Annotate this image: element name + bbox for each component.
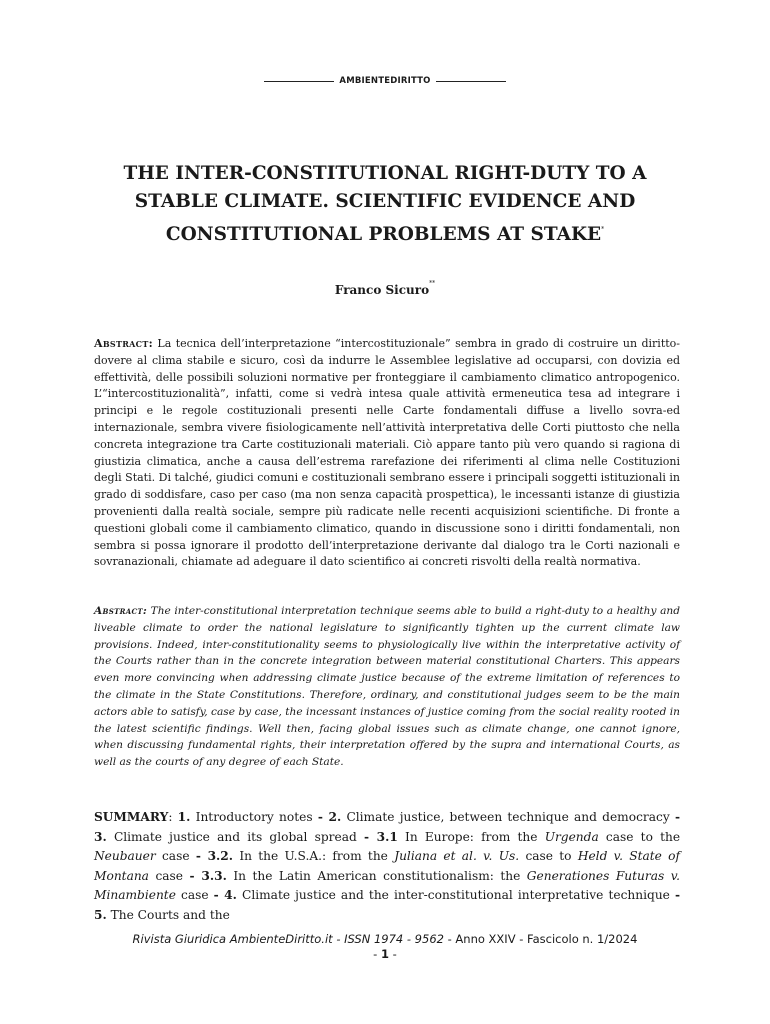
summary-section-3-1-text-c: case <box>161 849 190 863</box>
footer-page-number: - 1 - <box>373 947 397 961</box>
header-journal-tag: AMBIENTEDIRITTO <box>339 76 431 86</box>
summary-section-5-num: - 5. <box>94 888 681 922</box>
summary-case-neubauer: Neubauer <box>94 849 156 863</box>
abstract-italian-text: La tecnica dell’interpretazione “intercostituzionale” sembra in grado di costruire un diritto-dovere al clima stabile e sicuro, così da indurre le Assemblee legislative ad occuparsi, con dovizia ed effettività, delle possibili soluzioni normative per fronteggiare il cambiamento climatico antropogenico. L’“intercostituzionalità”, infatti, come si vedrà intesa quale attività ermeneutica tesa ad integrare i principi e le regole costituzionali presenti nelle Carte fondamentali diffuse a livello sovra-ed internazionale, sembra vivere fisiologicamente nell’attività interpretativa delle Corti piuttosto che nella concreta integrazione tra Carte costituzionali materiali. Ciò appare tanto più vero quando si ragiona di giustizia climatica, anche a causa dell’estrema rarefazione dei riferimenti al clima nelle Costituzioni degli Stati. Di talché, giudici comuni e costituzionali sembrano essere i principali soggetti istituzionali in grado di soddisfare, caso per caso (ma non senza capacità prospettica), le incessanti istanze di giustizia provenienti dalla realtà sociale, sempre più radicate nelle recenti acquisizioni scientifiche. Di fronte a questioni globali come il cambiamento climatico, quando in discussione sono i diritti fondamentali, non sembra si possa ignorare il prodotto dell’interpretazione derivante dal dialogo tra le Corti nazionali e sovranazionali, chiamate ad adeguare il dato scientifico ai concreti risvolti della realtà normativa. <box>94 337 680 569</box>
summary-section-3-1-text-a: In Europe: from the <box>405 829 538 844</box>
summary-section-4-num: - 4. <box>213 888 237 902</box>
summary-section-3-3-num: - 3.3. <box>189 868 227 883</box>
summary-section-3-2-text-c: case <box>155 868 183 883</box>
summary-section-3-2-text-b: case to <box>525 849 572 863</box>
summary-section-3-2-text-a: In the U.S.A.: from the <box>239 849 388 863</box>
author-footnote-mark: ** <box>429 280 436 287</box>
summary-section-3-num: - 3. <box>94 810 681 844</box>
summary-section-2-title: Climate justice, between technique and democracy <box>346 810 670 824</box>
summary-case-urgenda: Urgenda <box>544 829 599 844</box>
article-title <box>95 160 675 249</box>
abstract-english <box>94 603 680 771</box>
abstract-italian <box>94 336 680 571</box>
summary-section-1-title: Introductory notes <box>195 810 313 824</box>
title-footnote-mark: * <box>601 226 605 233</box>
summary-case-held: Held v. State of Montana <box>94 849 681 883</box>
abstract-italian-label: Abstract: <box>94 337 153 350</box>
summary-section-3-3-text-b: case <box>181 888 209 902</box>
abstract-english-label: Abstract: <box>94 605 148 617</box>
header-rule-right <box>436 81 506 82</box>
summary-case-generationes: Generationes Futuras v. Minambiente <box>94 868 681 902</box>
summary-section-3-title: Climate justice and its global spread <box>113 829 357 844</box>
footer-journal: Rivista Giuridica AmbienteDiritto.it - ISSN 1974 - 9562 <box>132 932 444 946</box>
summary-section-1-num: 1. <box>177 810 191 824</box>
summary-section-3-1-num: - 3.1 <box>364 829 398 844</box>
article-title-text: THE INTER-CONSTITUTIONAL RIGHT-DUTY TO A STABLE CLIMATE. SCIENTIFIC EVIDENCE AND CONSTITUTIONAL PROBLEMS AT STAKE <box>123 163 647 245</box>
page-footer <box>0 932 770 962</box>
page-number: 1 <box>380 947 389 961</box>
footer-citation <box>0 932 770 947</box>
summary-section-3-2-num: - 3.2. <box>195 849 234 863</box>
summary-section-3-3-text-a: In the Latin American constitutionalism: the <box>233 868 521 883</box>
summary-section-4-title: Climate justice and the inter-constitutional interpretative technique <box>242 888 670 902</box>
summary-case-juliana: Juliana et al. v. Us. <box>394 849 520 863</box>
footer-issue: - Anno XXIV - Fascicolo n. 1/2024 <box>447 932 638 946</box>
author-line <box>0 280 770 297</box>
header-rule-left <box>264 81 334 82</box>
summary-section-5-title: The Courts and the <box>110 907 230 922</box>
author-name: Franco Sicuro <box>334 283 430 297</box>
abstract-english-text: The inter-constitutional interpretation technique seems able to build a right-duty to a healthy and liveable climate to order the national legislature to significantly tighten up the current climate law provisions. Indeed, inter-constitutionality seems to physiologically live within the interpretative activity of the Courts rather than in the concrete integration between material constitutional Charters. This appears even more convincing when addressing climate justice because of the extreme limitation of references to the climate in the State Constitutions. Therefore, ordinary, and constitutional judges seem to be the main actors able to satisfy, case by case, the incessant instances of justice coming from the social reality rooted in the latest scientific findings. Well then, facing global issues such as climate change, one cannot ignore, when discussing fundamental rights, their interpretation offered by the supra and international Courts, as well as the courts of any degree of each State. <box>94 605 680 769</box>
summary: SUMMARY: 1. Introductory notes - 2. Climate justice, between technique and democracy - 3. Climate justice and its global spread - 3.1 In Europe: from the Urgenda case to the Neubauer case - 3.2. In the U.S.A.: from the Juliana et al. v. Us. case to Held v. State of Montana case - 3.3. In the Latin American constitutionalism: the Generationes Futuras v. Minambiente case - 4. Climate justice and the inter-constitutional interpretative technique - 5. The Courts and the <box>94 810 681 922</box>
summary-section-2-num: - 2. <box>317 810 342 824</box>
summary-label: SUMMARY <box>94 810 169 824</box>
running-header <box>0 76 770 86</box>
summary-section-3-1-text-b: case to the <box>605 829 681 844</box>
